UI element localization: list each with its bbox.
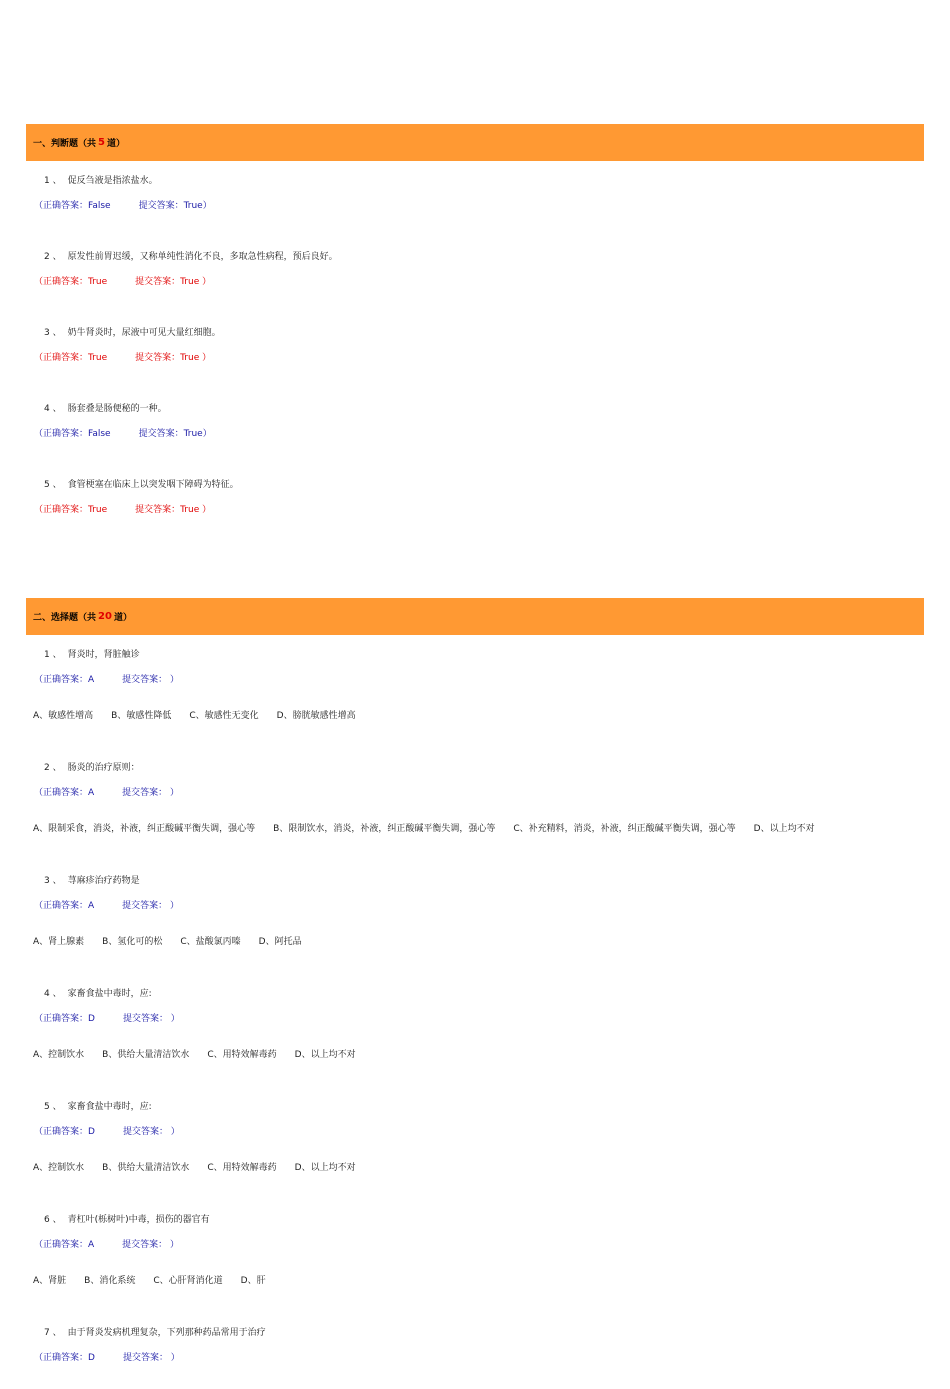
question-text-row — [26, 1101, 924, 1113]
question-text-row — [26, 175, 924, 187]
question-text: 青杠叶(栎树叶)中毒，损伤的器官有 — [67, 1215, 210, 1225]
section-title-suffix: 道） — [113, 613, 132, 623]
correct-answer: （正确答案：A — [34, 1240, 95, 1250]
question-text-row — [26, 875, 924, 887]
submitted-answer: 提交答案： ） — [122, 1353, 180, 1363]
answer-row — [26, 787, 924, 799]
answer-row — [26, 1126, 924, 1138]
correct-answer: （正确答案：False — [34, 429, 111, 439]
correct-answer: （正确答案：True — [34, 505, 108, 515]
option-d: D、以上均不对 — [753, 824, 815, 834]
question-count: 5 — [98, 137, 105, 148]
submitted-answer: 提交答案：True） — [138, 201, 212, 211]
question-number: 6 、 — [44, 1215, 62, 1225]
options-row — [26, 1275, 924, 1287]
submitted-answer: 提交答案： ） — [122, 1127, 180, 1137]
section-title-prefix: 一、判断题（共 — [33, 139, 97, 149]
answer-row — [26, 504, 924, 516]
question-text: 由于肾炎发病机理复杂，下列那种药品常用于治疗 — [67, 1328, 266, 1338]
question-text-row — [26, 1214, 924, 1226]
option-c: C、盐酸氯丙嗪 — [180, 937, 241, 947]
question-number: 4 、 — [44, 404, 62, 414]
submitted-answer: 提交答案： ） — [122, 675, 180, 685]
question-text-row — [26, 327, 924, 339]
answer-row — [26, 276, 924, 288]
question-item — [26, 988, 924, 1087]
answer-row — [26, 900, 924, 912]
options-row — [26, 1162, 924, 1174]
section-title-prefix: 二、选择题（共 — [33, 613, 97, 623]
correct-answer: （正确答案：A — [34, 788, 95, 798]
question-number: 5 、 — [44, 1102, 62, 1112]
option-c: C、心肝肾消化道 — [153, 1276, 223, 1286]
answer-row — [26, 200, 924, 212]
option-d: D、以上均不对 — [294, 1050, 356, 1060]
question-number: 5 、 — [44, 480, 62, 490]
multiple-choice-section — [26, 598, 924, 1389]
option-b: B、限制饮水，消炎，补液，纠正酸碱平衡失调，强心等 — [273, 824, 496, 834]
option-a: A、控制饮水 — [33, 1163, 85, 1173]
question-text-row — [26, 251, 924, 263]
question-number: 7 、 — [44, 1328, 62, 1338]
question-number: 3 、 — [44, 876, 62, 886]
exam-page — [26, 124, 924, 1389]
option-c: C、用特效解毒药 — [207, 1050, 277, 1060]
question-text: 原发性前胃迟缓，又称单纯性消化不良，多取急性病程，预后良好。 — [67, 252, 338, 262]
answer-row — [26, 352, 924, 364]
option-b: B、消化系统 — [84, 1276, 136, 1286]
question-text-row — [26, 1327, 924, 1339]
question-item — [26, 251, 924, 313]
question-text: 奶牛肾炎时，尿液中可见大量红细胞。 — [67, 328, 221, 338]
correct-answer: （正确答案：A — [34, 675, 95, 685]
question-text-row — [26, 479, 924, 491]
option-b: B、供给大量清洁饮水 — [102, 1050, 190, 1060]
correct-answer: （正确答案：D — [34, 1014, 95, 1024]
answer-row — [26, 1013, 924, 1025]
question-item — [26, 875, 924, 974]
question-text: 食管梗塞在临床上以突发咽下障碍为特征。 — [67, 480, 239, 490]
question-item — [26, 649, 924, 748]
question-text: 家畜食盐中毒时，应: — [67, 989, 152, 999]
answer-row — [26, 1239, 924, 1251]
correct-answer: （正确答案：True — [34, 353, 108, 363]
question-text: 家畜食盐中毒时，应: — [67, 1102, 152, 1112]
option-d: D、肝 — [240, 1276, 266, 1286]
question-item — [26, 762, 924, 861]
question-count: 20 — [98, 611, 112, 622]
option-a: A、控制饮水 — [33, 1050, 85, 1060]
submitted-answer: 提交答案： ） — [122, 1240, 180, 1250]
question-number: 2 、 — [44, 252, 62, 262]
option-b: B、氢化可的松 — [102, 937, 163, 947]
submitted-answer: 提交答案：True ） — [135, 353, 212, 363]
option-d: D、阿托品 — [258, 937, 302, 947]
answer-row — [26, 428, 924, 440]
options-row — [26, 710, 924, 722]
option-b: B、供给大量清洁饮水 — [102, 1163, 190, 1173]
option-a: A、限制采食，消炎，补液，纠正酸碱平衡失调，强心等 — [33, 824, 256, 834]
question-item — [26, 1214, 924, 1313]
answer-row — [26, 1352, 924, 1364]
option-c: C、补充精料，消炎，补液，纠正酸碱平衡失调，强心等 — [513, 824, 736, 834]
submitted-answer: 提交答案： ） — [122, 1014, 180, 1024]
section-title-suffix: 道） — [106, 139, 125, 149]
question-item — [26, 403, 924, 465]
question-text-row — [26, 403, 924, 415]
true-false-section — [26, 124, 924, 541]
correct-answer: （正确答案：A — [34, 901, 95, 911]
option-d: D、以上均不对 — [294, 1163, 356, 1173]
question-text-row — [26, 762, 924, 774]
option-c: C、敏感性无变化 — [189, 711, 259, 721]
question-text: 肾炎时，肾脏触诊 — [67, 650, 140, 660]
question-number: 4 、 — [44, 989, 62, 999]
question-item — [26, 175, 924, 237]
question-item — [26, 327, 924, 389]
question-text: 肠套叠是肠便秘的一种。 — [67, 404, 167, 414]
correct-answer: （正确答案：D — [34, 1353, 95, 1363]
submitted-answer: 提交答案：True ） — [135, 505, 212, 515]
question-text: 荨麻疹治疗药物是 — [67, 876, 140, 886]
section-header-true-false — [26, 124, 924, 161]
correct-answer: （正确答案：True — [34, 277, 108, 287]
option-a: A、敏感性增高 — [33, 711, 94, 721]
question-item — [26, 1327, 924, 1389]
options-row — [26, 1049, 924, 1061]
question-number: 3 、 — [44, 328, 62, 338]
question-item — [26, 479, 924, 541]
section-header-choice — [26, 598, 924, 635]
correct-answer: （正确答案：D — [34, 1127, 95, 1137]
submitted-answer: 提交答案： ） — [122, 901, 180, 911]
question-item — [26, 1101, 924, 1200]
question-text-row — [26, 988, 924, 1000]
option-a: A、肾脏 — [33, 1276, 67, 1286]
correct-answer: （正确答案：False — [34, 201, 111, 211]
option-b: B、敏感性降低 — [111, 711, 172, 721]
question-text-row — [26, 649, 924, 661]
question-number: 1 、 — [44, 650, 62, 660]
option-c: C、用特效解毒药 — [207, 1163, 277, 1173]
question-text: 促反刍液是指浓盐水。 — [67, 176, 158, 186]
question-number: 2 、 — [44, 763, 62, 773]
question-text: 肠炎的治疗原则： — [67, 763, 140, 773]
option-a: A、肾上腺素 — [33, 937, 85, 947]
submitted-answer: 提交答案：True） — [138, 429, 212, 439]
question-number: 1 、 — [44, 176, 62, 186]
answer-row — [26, 674, 924, 686]
submitted-answer: 提交答案：True ） — [135, 277, 212, 287]
submitted-answer: 提交答案： ） — [122, 788, 180, 798]
option-d: D、膀胱敏感性增高 — [276, 711, 356, 721]
options-row — [26, 936, 924, 948]
options-row — [26, 823, 924, 835]
